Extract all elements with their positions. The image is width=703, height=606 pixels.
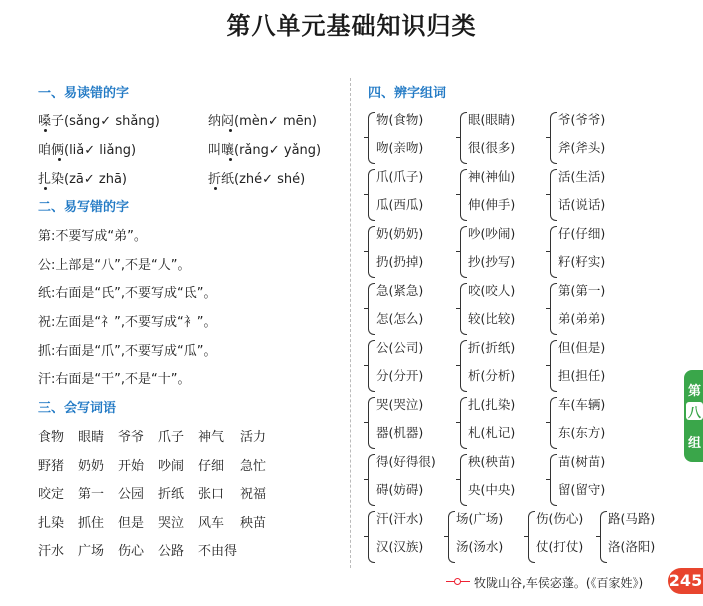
easy-write-item: 祝:左面是“礻”,不要写成“衤”。 — [38, 315, 217, 330]
side-tab-char: 组 — [688, 436, 702, 451]
compare-word: 第(第一) — [558, 283, 606, 298]
compare-word: 苗(树苗) — [558, 454, 606, 469]
word-item: 扎染 — [38, 516, 65, 531]
compare-word: 爷(爷爷) — [558, 112, 606, 127]
brace — [550, 283, 557, 335]
brace — [460, 340, 467, 392]
page-title: 第八单元基础知识归类 — [226, 12, 477, 40]
compare-word: 咬(咬人) — [468, 283, 516, 298]
easy-read-item: 咱俩(liǎ✓ liǎng) — [38, 143, 137, 158]
compare-group — [600, 511, 680, 567]
brace — [528, 511, 535, 563]
brace — [460, 454, 467, 506]
section-heading-easy-read: 一、易读错的字 — [38, 86, 130, 101]
word-item: 但是 — [118, 516, 145, 531]
compare-word: 折(折纸) — [468, 340, 516, 355]
footer-quote: 牧陇山谷,车侯宓蓬。(《百家姓》) — [474, 576, 644, 590]
compare-group — [550, 340, 630, 396]
compare-group — [368, 283, 448, 339]
word-item: 祝福 — [240, 487, 267, 502]
easy-write-item: 第:不要写成“弟”。 — [38, 229, 147, 244]
brace — [368, 112, 375, 164]
emphasis-dot — [58, 158, 61, 161]
word-item: 公路 — [158, 544, 185, 559]
easy-write-item: 汗:右面是“干”,不是“十”。 — [38, 372, 191, 387]
compare-word: 碍(妨碍) — [376, 482, 424, 497]
compare-group — [460, 397, 540, 453]
compare-word: 斧(斧头) — [558, 140, 606, 155]
compare-word: 急(紧急) — [376, 283, 424, 298]
compare-word: 伸(伸手) — [468, 197, 516, 212]
brace — [368, 169, 375, 221]
compare-group — [550, 283, 630, 339]
brace — [460, 112, 467, 164]
brace — [550, 454, 557, 506]
compare-word: 秧(秧苗) — [468, 454, 516, 469]
compare-word: 话(说话) — [558, 197, 606, 212]
compare-group — [460, 226, 540, 282]
brace — [600, 511, 607, 563]
compare-word: 汤(汤水) — [456, 539, 504, 554]
word-item: 神气 — [198, 430, 225, 445]
brace — [368, 397, 375, 449]
section-heading-words: 三、会写词语 — [38, 401, 117, 416]
compare-word: 哭(哭泣) — [376, 397, 424, 412]
brace — [460, 169, 467, 221]
compare-word: 分(分开) — [376, 368, 424, 383]
compare-word: 得(好得很) — [376, 454, 436, 469]
easy-write-item: 抓:右面是“爪”,不要写成“瓜”。 — [38, 344, 217, 359]
brace — [550, 340, 557, 392]
compare-word: 眼(眼睛) — [468, 112, 516, 127]
compare-word: 很(很多) — [468, 140, 516, 155]
compare-word: 但(但是) — [558, 340, 606, 355]
word-item: 活力 — [240, 430, 267, 445]
brace — [460, 283, 467, 335]
compare-word: 活(生活) — [558, 169, 606, 184]
compare-group — [550, 169, 630, 225]
easy-read-item: 嗓子(sǎng✓ shǎng) — [38, 114, 160, 129]
easy-read-item: 折纸(zhé✓ shé) — [208, 172, 306, 187]
word-item: 眼睛 — [78, 430, 105, 445]
compare-word: 奶(奶奶) — [376, 226, 424, 241]
compare-word: 扔(扔掉) — [376, 254, 424, 269]
column-divider — [350, 78, 351, 568]
word-item: 哭泣 — [158, 516, 185, 531]
side-tab-char: 八 — [688, 406, 702, 421]
brace — [460, 226, 467, 278]
compare-word: 神(神仙) — [468, 169, 516, 184]
brace — [448, 511, 455, 563]
brace — [368, 511, 375, 563]
brace — [368, 340, 375, 392]
compare-group — [550, 226, 630, 282]
word-item: 仔细 — [198, 459, 225, 474]
brace — [368, 283, 375, 335]
brace — [550, 112, 557, 164]
compare-group — [550, 397, 630, 453]
compare-word: 扎(扎染) — [468, 397, 516, 412]
emphasis-dot — [229, 158, 232, 161]
word-item: 野猪 — [38, 459, 65, 474]
compare-word: 洛(洛阳) — [608, 539, 656, 554]
emphasis-dot — [44, 187, 47, 190]
compare-group — [368, 454, 448, 510]
compare-group — [368, 226, 448, 282]
compare-word: 析(分析) — [468, 368, 516, 383]
word-item: 咬定 — [38, 487, 65, 502]
compare-group — [550, 454, 630, 510]
compare-group — [448, 511, 528, 567]
compare-word: 怎(怎么) — [376, 311, 424, 326]
word-item: 张口 — [198, 487, 225, 502]
compare-group — [460, 340, 540, 396]
compare-word: 公(公司) — [376, 340, 424, 355]
brace — [550, 226, 557, 278]
compare-group — [528, 511, 608, 567]
emphasis-dot — [229, 129, 232, 132]
word-item: 伤心 — [118, 544, 145, 559]
word-item: 吵闹 — [158, 459, 185, 474]
word-item: 广场 — [78, 544, 105, 559]
word-item: 第一 — [78, 487, 105, 502]
word-item: 汗水 — [38, 544, 65, 559]
brace — [550, 397, 557, 449]
word-item: 折纸 — [158, 487, 185, 502]
compare-group — [550, 112, 630, 168]
brace — [368, 454, 375, 506]
word-item: 抓住 — [78, 516, 105, 531]
compare-word: 场(广场) — [456, 511, 504, 526]
compare-word: 央(中央) — [468, 482, 516, 497]
word-item: 急忙 — [240, 459, 267, 474]
brace — [460, 397, 467, 449]
word-item: 公园 — [118, 487, 145, 502]
compare-word: 抄(抄写) — [468, 254, 516, 269]
compare-word: 仗(打仗) — [536, 539, 584, 554]
compare-group — [368, 340, 448, 396]
compare-word: 籽(籽实) — [558, 254, 606, 269]
compare-word: 吵(吵闹) — [468, 226, 516, 241]
easy-read-item: 叫嚷(rǎng✓ yǎng) — [208, 143, 322, 158]
unit-side-tab[interactable] — [684, 370, 703, 462]
compare-word: 东(东方) — [558, 425, 606, 440]
compare-group — [460, 112, 540, 168]
side-tab-char: 第 — [688, 384, 702, 399]
compare-word: 伤(伤心) — [536, 511, 584, 526]
compare-word: 汗(汗水) — [376, 511, 424, 526]
compare-group — [368, 511, 448, 567]
compare-word: 瓜(西瓜) — [376, 197, 424, 212]
compare-group — [368, 112, 448, 168]
compare-word: 物(食物) — [376, 112, 424, 127]
footer-bullet — [454, 578, 461, 585]
easy-write-item: 纸:右面是“氏”,不要写成“氐”。 — [38, 286, 217, 301]
brace — [550, 169, 557, 221]
word-item: 风车 — [198, 516, 225, 531]
compare-word: 吻(亲吻) — [376, 140, 424, 155]
compare-word: 较(比较) — [468, 311, 516, 326]
compare-word: 器(机器) — [376, 425, 424, 440]
compare-word: 爪(爪子) — [376, 169, 424, 184]
word-item: 秧苗 — [240, 516, 267, 531]
word-item: 奶奶 — [78, 459, 105, 474]
compare-group — [460, 283, 540, 339]
word-item: 食物 — [38, 430, 65, 445]
emphasis-dot — [214, 187, 217, 190]
compare-group — [460, 169, 540, 225]
compare-word: 留(留守) — [558, 482, 606, 497]
word-item: 开始 — [118, 459, 145, 474]
brace — [368, 226, 375, 278]
word-item: 爷爷 — [118, 430, 145, 445]
section-heading-easy-write: 二、易写错的字 — [38, 200, 130, 215]
page-number-badge: 245 — [668, 568, 703, 594]
compare-word: 仔(仔细) — [558, 226, 606, 241]
easy-read-item: 扎染(zā✓ zhā) — [38, 172, 127, 187]
word-item: 不由得 — [198, 544, 238, 559]
compare-word: 路(马路) — [608, 511, 656, 526]
compare-group — [368, 397, 448, 453]
section-heading-compare: 四、辨字组词 — [368, 86, 447, 101]
side-tab-box — [686, 402, 703, 420]
compare-word: 车(车辆) — [558, 397, 606, 412]
compare-word: 弟(弟弟) — [558, 311, 606, 326]
compare-group — [368, 169, 448, 225]
compare-group — [460, 454, 540, 510]
easy-read-item: 纳闷(mèn✓ mēn) — [208, 114, 317, 129]
compare-word: 担(担任) — [558, 368, 606, 383]
compare-word: 汉(汉族) — [376, 539, 424, 554]
easy-write-item: 公:上部是“八”,不是“人”。 — [38, 258, 191, 273]
emphasis-dot — [44, 129, 47, 132]
word-item: 爪子 — [158, 430, 185, 445]
compare-word: 札(札记) — [468, 425, 516, 440]
